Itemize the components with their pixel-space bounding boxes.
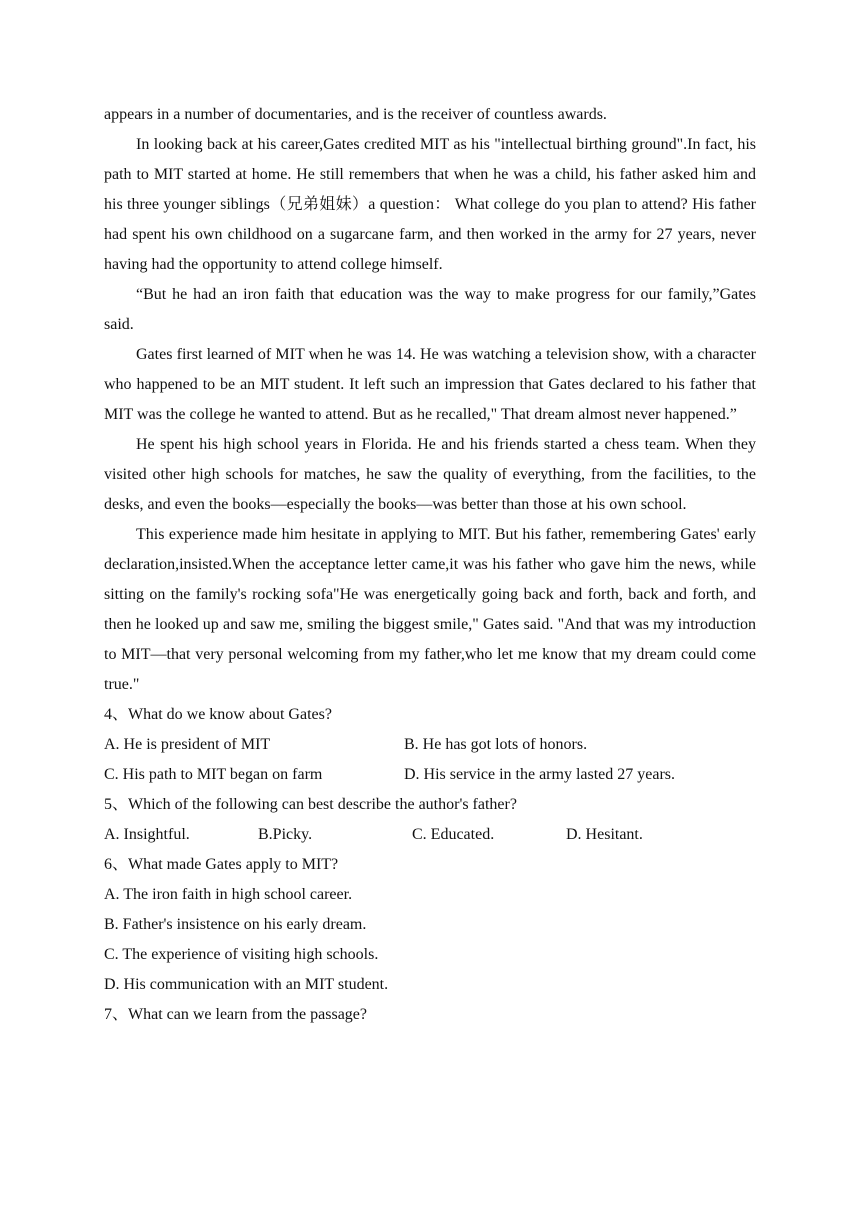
option-b: B. He has got lots of honors.: [404, 736, 588, 753]
document-page: [104, 100, 756, 1030]
question-stem: 5、Which of the following can best describe the author's father?: [104, 796, 517, 813]
question-5: [104, 790, 756, 850]
option-a: A. Insightful.: [104, 826, 190, 843]
option-c: C. His path to MIT began on farm: [104, 766, 323, 783]
option-c: C. The experience of visiting high schools.: [104, 946, 379, 963]
passage-paragraph: In looking back at his career,Gates credited MIT as his "intellectual birthing ground".In fact, his path to MIT started at home. He still remembers that when he was a child, his father asked him and his three younger siblings（兄弟姐妹）a question： What college do you plan to attend? His father had spent his own childhood on a sugarcane farm, and then worked in the army for 27 years, never having had the opportunity to attend college himself.: [104, 136, 756, 273]
option-d: D. His communication with an MIT student.: [104, 976, 389, 993]
question-7: [104, 1000, 756, 1030]
option-b: B.Picky.: [258, 826, 313, 843]
option-b: B. Father's insistence on his early dream.: [104, 916, 367, 933]
passage-paragraph: appears in a number of documentaries, and is the receiver of countless awards.: [104, 106, 607, 123]
question-stem: 6、What made Gates apply to MIT?: [104, 856, 339, 873]
passage: [104, 100, 756, 700]
option-row: [104, 730, 756, 760]
option-d: D. Hesitant.: [566, 826, 643, 843]
option-d: D. His service in the army lasted 27 years.: [404, 766, 676, 783]
option-row: [104, 760, 756, 790]
option-a: A. He is president of MIT: [104, 736, 271, 753]
passage-paragraph: “But he had an iron faith that education was the way to make progress for our family,”Gates said.: [104, 286, 756, 333]
question-stem: 4、What do we know about Gates?: [104, 706, 332, 723]
option-row: [104, 820, 756, 850]
question-4: [104, 700, 756, 790]
passage-paragraph: This experience made him hesitate in applying to MIT. But his father, remembering Gates' early declaration,insisted.When the acceptance letter came,it was his father who gave him the news, while sitting on the family's rocking sofa"He was energetically going back and forth, back and forth, and then he looked up and saw me, smiling the biggest smile," Gates said. "And that was my introduction to MIT—that very personal welcoming from my father,who let me know that my dream could come true.": [104, 526, 756, 693]
option-a: A. The iron faith in high school career.: [104, 886, 353, 903]
passage-paragraph: Gates first learned of MIT when he was 14. He was watching a television show, with a character who happened to be an MIT student. It left such an impression that Gates declared to his father that MIT was the college he wanted to attend. But as he recalled," That dream almost never happened.”: [104, 346, 756, 423]
question-6: [104, 850, 756, 1000]
passage-paragraph: He spent his high school years in Florida. He and his friends started a chess team. When they visited other high schools for matches, he saw the quality of everything, from the facilities, to the desks, and even the books—especially the books—was better than those at his own school.: [104, 436, 756, 513]
question-stem: 7、What can we learn from the passage?: [104, 1006, 367, 1023]
option-c: C. Educated.: [412, 826, 495, 843]
